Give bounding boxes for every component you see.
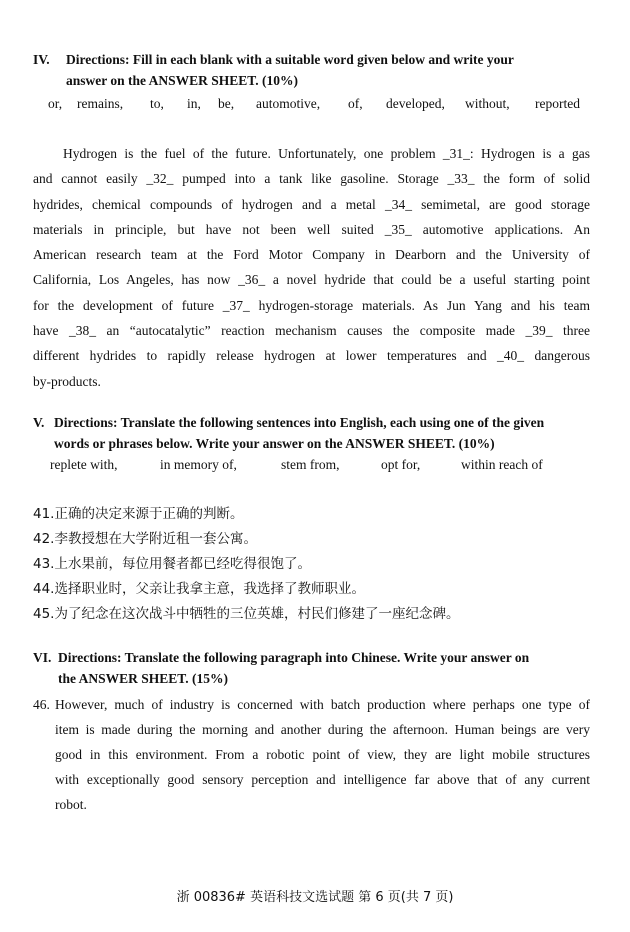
section-4-passage (33, 141, 590, 394)
section-4-word-bank (0, 96, 630, 114)
item-46-number: 46. (33, 697, 50, 712)
passage-line: California, Los Angeles, has now _36_ a novel hydride that could be a useful starting point (33, 272, 590, 288)
section-5-directions-line1: Directions: Translate the following sentences into English, each using one of the given (54, 415, 545, 430)
passage-line: materials in principle, but have not been well suited _35_ automotive applications. An (33, 221, 590, 237)
passage-line: have _38_ an “autocatalytic” reaction mechanism causes the composite made _39_ three (33, 323, 590, 339)
passage-line: American research team at the Ford Motor Company in Dearborn and the University of (33, 247, 590, 263)
phrase-bank-item: in memory of, (160, 457, 237, 472)
paragraph-line: item is made during the morning and another during the afternoon. Human beings are very (55, 722, 590, 737)
passage-line: different hydrides to rapidly release hydrogen at lower temperatures and _40_ dangerous (33, 348, 590, 364)
word-bank-item: developed, (386, 96, 445, 111)
word-bank-item: remains, (77, 96, 124, 111)
section-6-directions-line1: Directions: Translate the following paragraph into Chinese. Write your answer on (58, 650, 530, 665)
section-5-number: V. (33, 415, 45, 430)
word-bank-item: of, (348, 96, 363, 111)
section-4-directions-line1: Directions: Fill in each blank with a suitable word given below and write your (66, 52, 514, 67)
passage-line: by-products. (33, 373, 101, 389)
section-6-number: VI. (33, 650, 52, 665)
word-bank-item: in, (187, 96, 201, 111)
paragraph-line: robot. (55, 797, 87, 812)
word-bank-item: to, (150, 96, 164, 111)
passage-line: Hydrogen is the fuel of the future. Unfortunately, one problem _31_: Hydrogen is a gas (63, 146, 590, 161)
section-6-heading (33, 647, 593, 689)
section-4-directions-line2: answer on the ANSWER SHEET. (10%) (66, 73, 299, 88)
sentence-41: 41.正确的决定来源于正确的判断。 (33, 506, 244, 522)
sentence-44: 44.选择职业时，父亲让我拿主意，我选择了教师职业。 (33, 581, 365, 597)
section-4-heading (33, 49, 593, 91)
item-46-paragraph (55, 692, 590, 817)
paragraph-line: with exceptionally good sensory perception and intelligence far above that of any current (55, 772, 590, 787)
section-5-phrase-bank (0, 457, 630, 475)
passage-line: hydrides, chemical compounds of hydrogen and a metal _34_ semimetal, are good storage (33, 196, 590, 212)
word-bank-item: automotive, (256, 96, 321, 111)
paragraph-line: good in this environment. From a robotic point of view, they are light mobile structures (55, 747, 590, 762)
sentence-43: 43.上水果前，每位用餐者都已经吃得很饱了。 (33, 556, 311, 572)
section-5-sentences (33, 502, 459, 627)
section-6-directions-line2: the ANSWER SHEET. (15%) (58, 671, 229, 686)
sentence-45: 45.为了纪念在这次战斗中牺牲的三位英雄，村民们修建了一座纪念碑。 (33, 606, 460, 622)
word-bank-item: be, (218, 96, 235, 111)
page-footer: 浙 00836# 英语科技文选试题 第 6 页(共 7 页) (176, 890, 454, 905)
phrase-bank-item: within reach of (461, 457, 543, 472)
phrase-bank-item: replete with, (50, 457, 118, 472)
word-bank-item: without, (465, 96, 510, 111)
sentence-42: 42.李教授想在大学附近租一套公寓。 (33, 531, 257, 547)
phrase-bank-item: opt for, (381, 457, 421, 472)
word-bank-item: reported (535, 96, 580, 111)
passage-line: for the development of future _37_ hydrogen-storage materials. As Jun Yang and his team (33, 297, 590, 313)
phrase-bank-item: stem from, (281, 457, 340, 472)
word-bank-item: or, (48, 96, 63, 111)
section-5-heading (33, 412, 593, 454)
paragraph-line: However, much of industry is concerned with batch production where perhaps one type of (55, 697, 590, 712)
passage-line: and cannot easily _32_ pumped into a tank like gasoline. Storage _33_ the form of solid (33, 171, 590, 187)
section-4-number: IV. (33, 52, 50, 67)
section-5-directions-line2: words or phrases below. Write your answer on the ANSWER SHEET. (10%) (54, 436, 495, 451)
